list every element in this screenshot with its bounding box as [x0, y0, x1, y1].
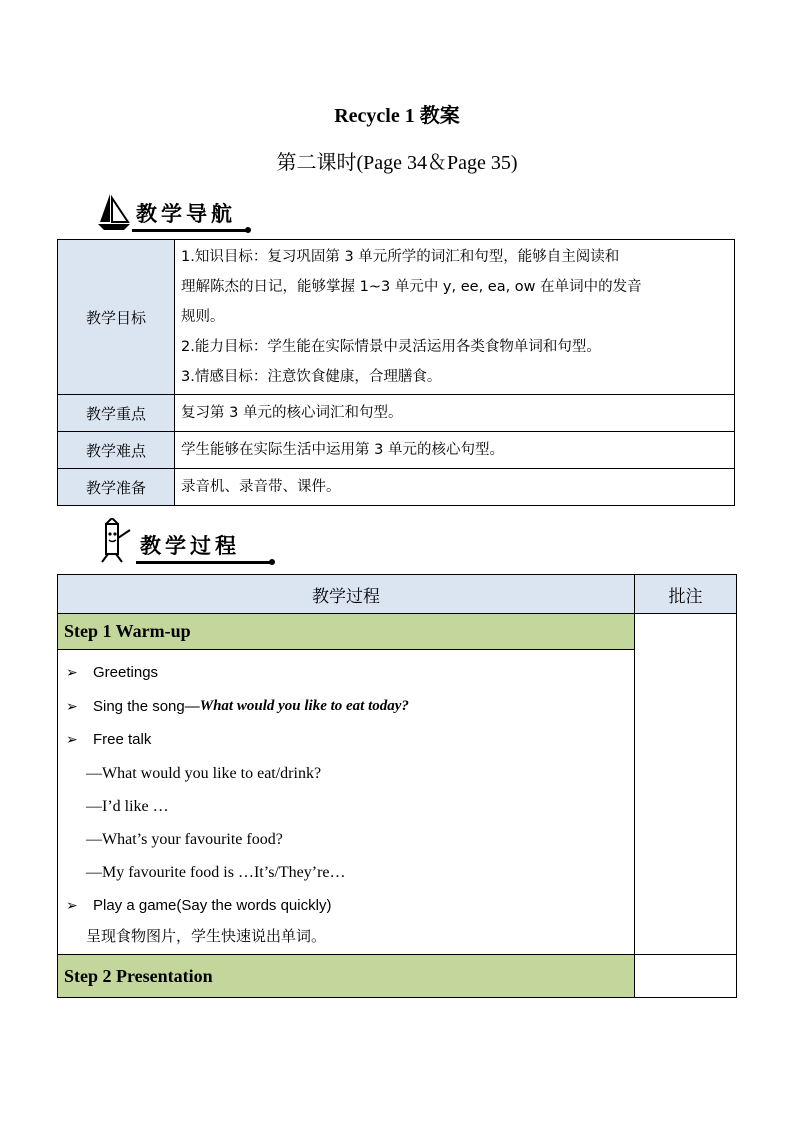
- arrow-bullet-icon: ➢: [66, 664, 78, 681]
- text-line: 2.能力目标：学生能在实际情景中灵活运用各类食物单词和句型。: [181, 339, 601, 355]
- dialogue-line: —My favourite food is …It’s/They’re…: [86, 863, 346, 881]
- table-row: [58, 955, 737, 998]
- activity-note: 呈现食物图片，学生快速说出单词。: [86, 927, 327, 945]
- arrow-bullet-icon: ➢: [66, 731, 78, 748]
- row-content: 录音机、录音带、课件。: [175, 469, 735, 506]
- column-header-notes: 批注: [635, 575, 737, 614]
- section-heading-text: 教学导航: [136, 202, 236, 226]
- divider: [136, 561, 272, 564]
- row-content: [175, 240, 735, 395]
- row-content: 学生能够在实际生活中运用第 3 单元的核心句型。: [175, 432, 735, 469]
- page-subtitle: 第二课时(Page 34＆Page 35): [276, 152, 518, 174]
- table-row: [58, 395, 735, 432]
- song-title: What would you like to eat today?: [199, 697, 409, 714]
- sailboat-icon: [96, 190, 132, 232]
- step-body: [58, 650, 635, 955]
- list-item-text: Free talk: [93, 731, 152, 749]
- text-line: 1.知识目标：复习巩固第 3 单元所学的词汇和句型，能够自主阅读和: [181, 249, 620, 265]
- list-item: [66, 690, 634, 724]
- section-heading-text: 教学过程: [140, 534, 240, 558]
- pencil-mascot-icon: [96, 518, 134, 564]
- dialogue-line: —What’s your favourite food?: [86, 830, 283, 848]
- arrow-bullet-icon: ➢: [66, 896, 78, 913]
- row-label: 教学准备: [58, 469, 175, 506]
- text-line: 3.情感目标：注意饮食健康，合理膳食。: [181, 369, 442, 385]
- dialogue-line: —I’d like …: [86, 797, 169, 815]
- column-header-process: 教学过程: [58, 575, 635, 614]
- table-row: [58, 240, 735, 395]
- page-title: Recycle 1 教案: [334, 105, 460, 127]
- text-line: 规则。: [181, 309, 225, 325]
- list-item-text: Greetings: [93, 664, 159, 682]
- table-row: [58, 469, 735, 506]
- row-content: 复习第 3 单元的核心词汇和句型。: [175, 395, 735, 432]
- text-line: 理解陈杰的日记，能够掌握 1~3 单元中 y, ee, ea, ow 在单词中的发音: [181, 279, 642, 295]
- row-label: 教学难点: [58, 432, 175, 469]
- list-item-text: Play a game(Say the words quickly): [93, 896, 332, 914]
- list-item: [66, 889, 634, 923]
- arrow-bullet-icon: ➢: [66, 697, 78, 714]
- section-heading-process: [96, 522, 272, 568]
- divider: [132, 229, 248, 232]
- list-item-text: Sing the song: [93, 697, 185, 715]
- row-label: 教学目标: [58, 240, 175, 395]
- dialogue-line: —What would you like to eat/drink?: [86, 764, 322, 782]
- table-header-row: [58, 575, 737, 614]
- step-title: Step 1 Warm-up: [58, 614, 635, 650]
- section-heading-navigation: [96, 190, 248, 236]
- info-table: [57, 239, 735, 506]
- list-item: [66, 656, 634, 690]
- table-row: [58, 614, 737, 650]
- row-label: 教学重点: [58, 395, 175, 432]
- notes-cell: [635, 955, 737, 998]
- dash: —: [184, 697, 200, 715]
- list-item: [66, 723, 634, 757]
- process-table: [57, 574, 737, 998]
- step-title: Step 2 Presentation: [58, 955, 635, 998]
- notes-cell: [635, 614, 737, 955]
- table-row: [58, 432, 735, 469]
